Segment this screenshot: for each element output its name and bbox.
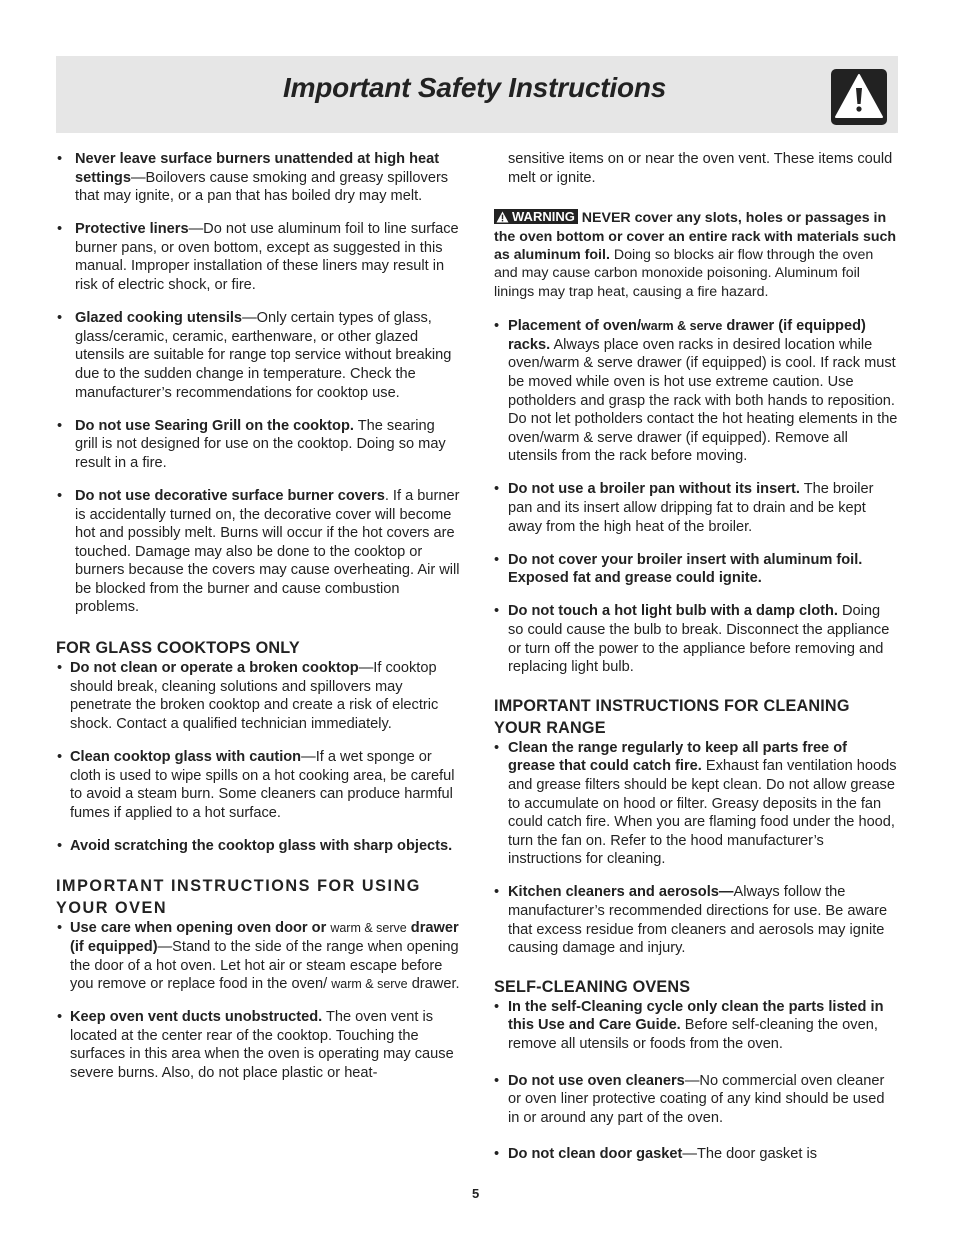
- warning-badge: WARNING: [494, 209, 578, 224]
- list-item: • Avoid scratching the cooktop glass with sharp objects.: [56, 837, 460, 856]
- section-heading-glass-cooktops: FOR GLASS COOKTOPS ONLY: [56, 639, 300, 658]
- list-item: • Clean cooktop glass with caution—If a wet sponge or cloth is used to wipe spills on a hot cooking area, be careful to avoid a steam burn. Some cleaners can produce harmful fumes if applied to a hot surface.: [56, 748, 460, 822]
- page-title: Important Safety Instructions: [283, 72, 667, 103]
- list-item: • Do not use decorative surface burner covers. If a burner is accidentally turned on, the decorative cover will become hot and possibly melt. Burns will occur if the hot covers are touched. Damage may also be done to the cooktop or burners because the covers may cause overheating. Air will be blocked from the burner and cause combustion problems.: [56, 487, 460, 617]
- warning-triangle-icon: [496, 211, 509, 223]
- list-item: • Do not clean door gasket—The door gasket is: [494, 1145, 898, 1164]
- list-item: • Do not clean or operate a broken cooktop—If cooktop should break, cleaning solutions and spillovers may penetrate the broken cooktop and create a risk of electric shock. Contact a qualified technician immediately.: [56, 659, 460, 733]
- list-item: • Never leave surface burners unattended at high heat settings—Boilovers cause smoking and greasy spillovers that may ignite, or a pan that has boiled dry may melt.: [56, 150, 460, 206]
- warning-paragraph: WARNING NEVER cover any slots, holes or passages in the oven bottom or cover an entire rack with materials such as aluminum foil. Doing so blocks air flow through the oven and may cause carbon monoxide poisoning. Aluminum foil linings may trap heat, causing a fire hazard.: [494, 209, 897, 300]
- list-item: • Do not touch a hot light bulb with a damp cloth. Doing so could cause the bulb to break. Disconnect the appliance or turn off the power to the appliance before removing and replacing light bulb.: [494, 602, 898, 676]
- list-item: • Clean the range regularly to keep all parts free of grease that could catch fire. Exhaust fan ventilation hoods and grease filters should be kept clean. Do not allow grease to accumulate on hood or filter. Greasy deposits in the fan could catch fire. When you are flaming food under the hood, turn the fan on. Refer to the hood manufacturer’s instructions for cleaning.: [494, 739, 898, 869]
- list-item: • Use care when opening oven door or warm & serve drawer (if equipped)—Stand to the side of the range when opening the door of a hot oven. Let hot air or steam escape before you remove or replace food in the oven/ warm & serve drawer.: [56, 919, 460, 993]
- list-item: • Do not use oven cleaners—No commercial oven cleaner or oven liner protective coating of any kind should be used in or around any part of the oven.: [494, 1072, 898, 1128]
- list-item: • Kitchen cleaners and aerosols—Always follow the manufacturer’s recommended directions for use. Be aware that excess residue from cleaners and aerosols may ignite causing damage and injury.: [494, 883, 898, 957]
- section-heading-using-oven: IMPORTANT INSTRUCTIONS FOR USING YOUR OVEN: [56, 877, 421, 918]
- continuation-text: sensitive items on or near the oven vent. These items could melt or ignite.: [508, 151, 893, 186]
- page-number: 5: [472, 1186, 480, 1201]
- warning-hazard-icon: [830, 68, 888, 126]
- list-item: • Do not use Searing Grill on the cooktop. The searing grill is not designed for use on the cooktop. Doing so may result in a fire.: [56, 417, 460, 473]
- list-item: • In the self-Cleaning cycle only clean the parts listed in this Use and Care Guide. Before self-cleaning the oven, remove all utensils or foods from the oven.: [494, 998, 898, 1054]
- section-heading-self-cleaning: SELF-CLEANING OVENS: [494, 977, 691, 996]
- section-heading-cleaning-range: IMPORTANT INSTRUCTIONS FOR CLEANING YOUR RANGE: [494, 696, 850, 737]
- list-item: • Glazed cooking utensils—Only certain types of glass, glass/ceramic, ceramic, earthenware, or other glazed utensils are suitable for range top service without breaking due to the sudden change in temperature. Check the manufacturer’s recommendations for cooktop use.: [56, 309, 460, 402]
- left-column: [56, 150, 460, 1083]
- list-item: • Do not cover your broiler insert with aluminum foil. Exposed fat and grease could ignite.: [494, 551, 898, 588]
- list-item: • Keep oven vent ducts unobstructed. The oven vent is located at the center rear of the cooktop. Touching the surfaces in this area when the oven is operating may cause severe burns. Also, do not place plastic or heat-: [56, 1008, 460, 1082]
- list-item: • Do not use a broiler pan without its insert. The broiler pan and its insert allow dripping fat to drain and be kept away from the high heat of the broiler.: [494, 480, 898, 536]
- list-item: • Placement of oven/warm & serve drawer (if equipped) racks. Always place oven racks in desired location while oven/warm & serve drawer (if equipped) is cool. If rack must be moved while oven is hot use extreme caution. Use potholders and grasp the rack with both hands to reposition. Do not let potholders contact the hot heating elements in the oven/warm & serve drawer (if equipped). Remove all utensils from the rack before moving.: [494, 317, 898, 466]
- right-column: [494, 150, 898, 1164]
- list-item: • Protective liners—Do not use aluminum foil to line surface burner pans, or oven bottom, except as suggested in this manual. Improper installation of these liners may result in risk of electric shock, or fire.: [56, 220, 460, 294]
